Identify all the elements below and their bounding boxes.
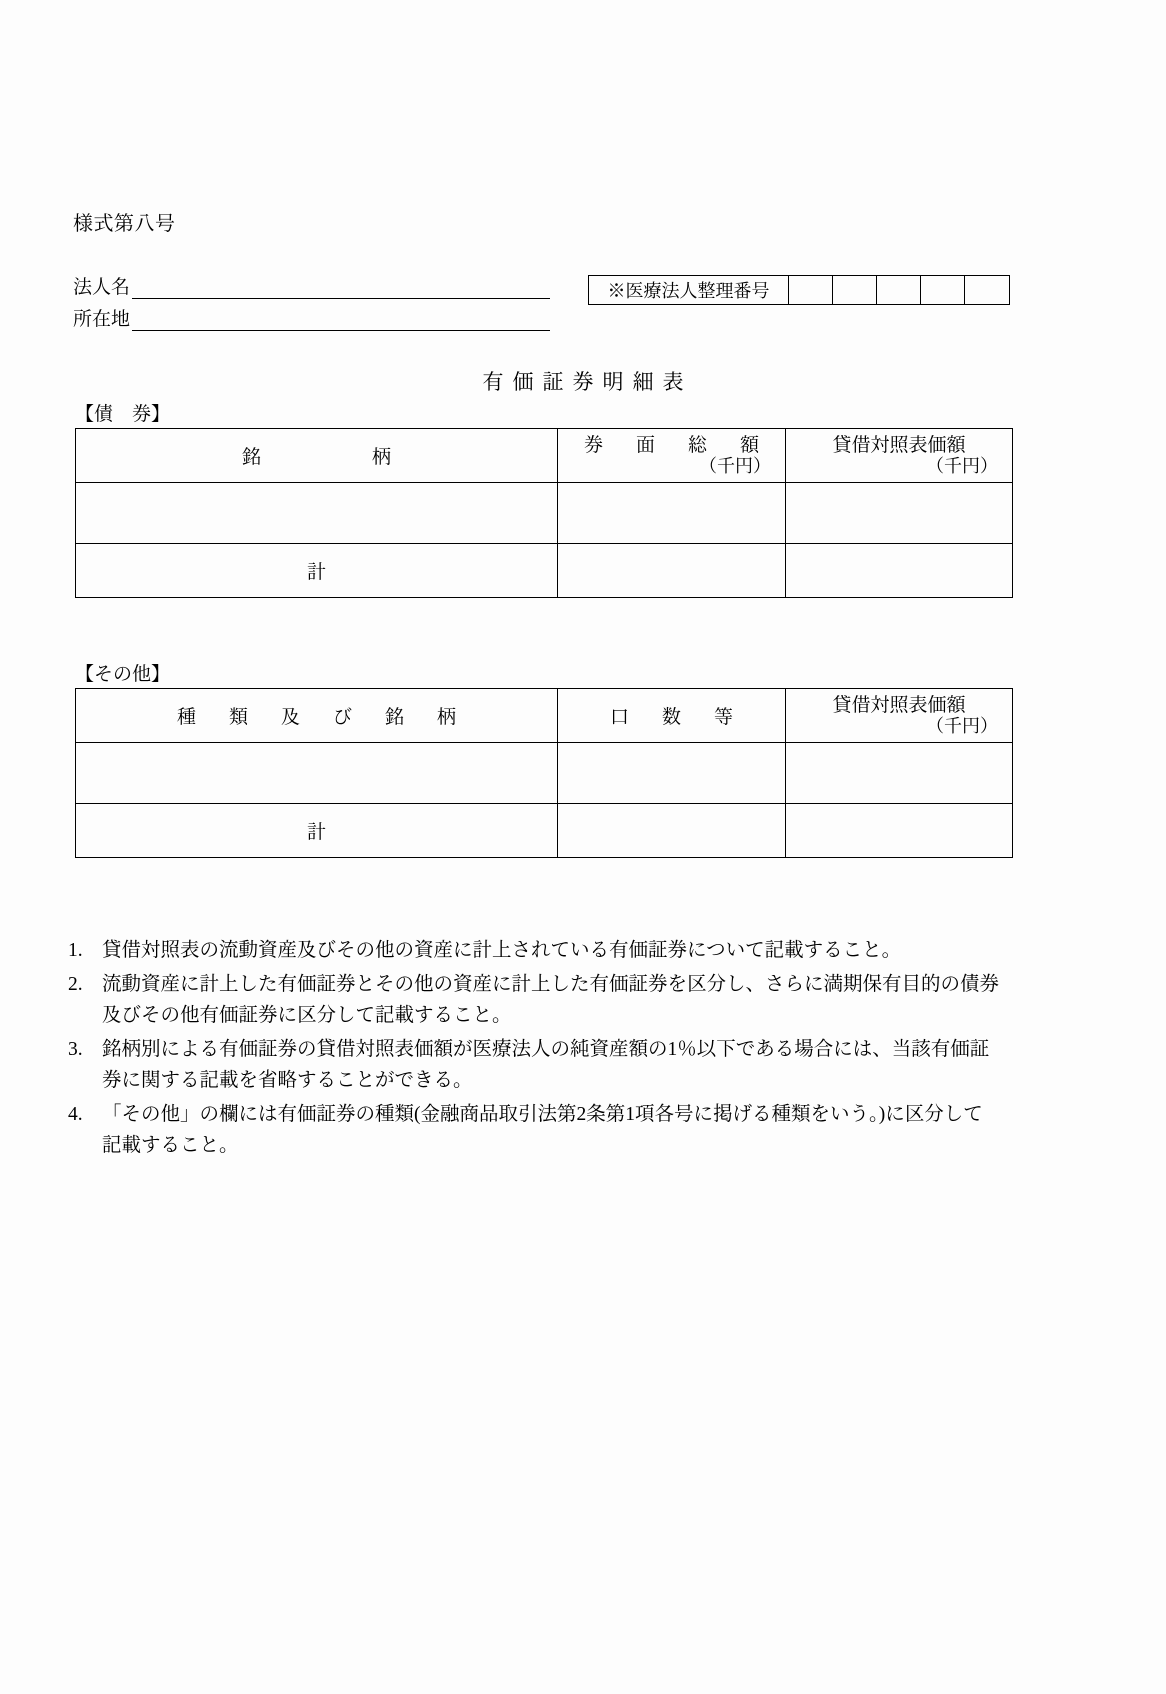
note-item	[68, 969, 1098, 1032]
corporation-name-row	[73, 277, 550, 299]
note-item	[68, 935, 1098, 967]
note-text: 記載すること。	[102, 1135, 239, 1157]
note-number: 1.	[68, 940, 83, 961]
other-row-type-name[interactable]	[76, 743, 558, 804]
bond-row-bs-value[interactable]	[786, 483, 1013, 544]
table-row	[76, 743, 1013, 804]
management-number-cell[interactable]	[965, 276, 1009, 304]
note-text: 「その他」の欄には有価証券の種類(金融商品取引法第2条第1項各号に掲げる種類をいう。)に区分して	[102, 1103, 983, 1125]
table-header-row	[76, 429, 1013, 483]
note-number: 3.	[68, 1038, 83, 1060]
other-row-units[interactable]	[558, 743, 786, 804]
management-number-cell[interactable]	[877, 276, 921, 304]
other-col-bs-value	[786, 689, 1013, 743]
bond-total-face-value[interactable]	[558, 544, 786, 598]
bond-col-bs-value	[786, 429, 1013, 483]
bond-row-face-value[interactable]	[558, 483, 786, 544]
other-col-bs-value-unit: （千円）	[926, 715, 998, 736]
other-total-bs-value[interactable]	[786, 804, 1013, 858]
bond-col-name	[76, 429, 558, 483]
other-col-units	[558, 689, 786, 743]
section-label-other: 【その他】	[75, 664, 171, 685]
other-total-units[interactable]	[558, 804, 786, 858]
table-row	[76, 483, 1013, 544]
other-col-units-label: 口 数 等	[609, 707, 740, 728]
note-number: 4.	[68, 1103, 83, 1125]
table-total-row	[76, 544, 1013, 598]
management-number-cell[interactable]	[921, 276, 965, 304]
note-item	[68, 1034, 1098, 1097]
table-total-row	[76, 804, 1013, 858]
other-row-bs-value[interactable]	[786, 743, 1013, 804]
bond-col-name-label: 銘 柄	[241, 447, 398, 468]
bond-col-bs-value-label: 貸借対照表価額	[832, 435, 966, 457]
corporation-name-input[interactable]	[132, 277, 550, 299]
management-number-cell[interactable]	[789, 276, 833, 304]
other-col-type-name	[76, 689, 558, 743]
bond-table	[75, 428, 1013, 598]
note-text: 銘柄別による有価証券の貸借対照表価額が医療法人の純資産額の1％以下である場合には、当該有価証	[102, 1038, 990, 1060]
address-label: 所在地	[73, 309, 131, 331]
other-total-label: 計	[76, 804, 558, 858]
page-title: 有価証券明細表	[482, 370, 693, 394]
bond-row-name[interactable]	[76, 483, 558, 544]
bond-total-label: 計	[76, 544, 558, 598]
note-text: 貸借対照表の流動資産及びその他の資産に計上されている有価証券について記載すること。	[102, 940, 902, 961]
bond-total-bs-value[interactable]	[786, 544, 1013, 598]
note-text: 券に関する記載を省略することができる。	[102, 1070, 473, 1092]
section-label-bond: 【債 券】	[75, 404, 171, 425]
management-number-cell[interactable]	[833, 276, 877, 304]
address-row	[73, 309, 550, 331]
bond-col-bs-value-unit: （千円）	[926, 455, 998, 476]
form-number: 様式第八号	[73, 213, 176, 235]
notes-list	[68, 935, 1098, 1164]
management-number-box	[588, 275, 1010, 305]
management-number-label: ※医療法人整理番号	[589, 276, 789, 304]
note-text: 及びその他有価証券に区分して記載すること。	[102, 1005, 512, 1027]
other-col-type-name-label: 種 類 及 び 銘 柄	[176, 707, 463, 728]
note-text: 流動資産に計上した有価証券とその他の資産に計上した有価証券を区分し、さらに満期保有目的の債券	[102, 973, 1000, 995]
corporation-name-label: 法人名	[73, 277, 131, 299]
note-number: 2.	[68, 973, 83, 995]
other-col-bs-value-label: 貸借対照表価額	[832, 695, 966, 717]
address-input[interactable]	[132, 309, 550, 331]
bond-col-face-value-unit: （千円）	[699, 455, 771, 476]
bond-col-face-value	[558, 429, 786, 483]
other-table	[75, 688, 1013, 858]
bond-col-face-value-label: 券 面 総 額	[583, 435, 766, 457]
table-header-row	[76, 689, 1013, 743]
note-item	[68, 1099, 1098, 1162]
